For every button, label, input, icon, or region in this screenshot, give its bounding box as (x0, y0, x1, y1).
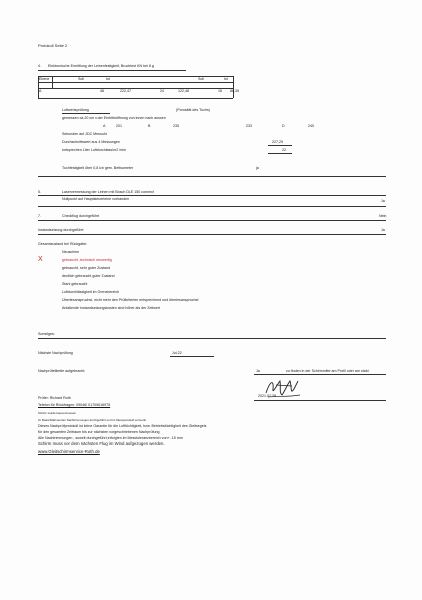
condition-option: Anfallende Instandsetzungskosten sind höher als der Zeitwert (62, 306, 161, 310)
air-label: A (103, 124, 106, 128)
section-5-underline (38, 195, 386, 196)
repair-label: Instandsetzung durchgeführt (38, 228, 84, 232)
table-header-soll-2: Soll (198, 77, 204, 81)
footnote-laser: Schirm wurde lasevermessen (38, 411, 76, 415)
condition-option: Neuschirm (62, 250, 80, 254)
condition-option: deutlich gebraucht guter Zustand (62, 274, 115, 278)
air-seconds-label: Sekunden auf JDC Messuhr (62, 132, 107, 136)
inspector-phone: Telefon für Rückfragen: 09046/ 01709616975 (38, 403, 111, 407)
section-divider (38, 234, 386, 235)
footnote-trim: Im Bedarfsfall wurden Nachtrimmungen durchgeführt und im Messprotokoll vermerkt (38, 418, 146, 422)
section-5-title: Laservermessung der Leinen mit Bosch DLE 150 connect (62, 190, 154, 194)
condition-option: gebraucht, sehr guter Zustand (62, 266, 111, 270)
label-applied-label: Nachprüfetikette aufgebracht: (38, 369, 86, 373)
table-cell: A (39, 89, 42, 93)
air-value: 233 (246, 124, 252, 128)
label-applied-underline (254, 374, 386, 375)
website-link[interactable]: www.Gleitschirmservice-Roth.de (38, 449, 100, 454)
section-divider (38, 176, 386, 177)
table-cell: 16 (218, 89, 222, 93)
label-applied-note: zu finden in der Schirmmitte am Profil oder am stabi (286, 369, 369, 373)
table-header-border (38, 82, 233, 83)
wind-notice: Schirm muss vor dem nächsten Flug im Wind aufgezogen werden. (38, 441, 165, 446)
air-liters-underline (268, 153, 292, 154)
next-inspection-underline (170, 356, 214, 357)
air-average-label: Durchschnittswert aus 4 Messungen (62, 140, 120, 144)
air-average-underline (268, 145, 292, 146)
bettsometer-value: ja (256, 166, 259, 170)
disclaimer-line: Dieses Nachprüfprotokoll ist keine Garantie für die Lufttüchtigkeit, bzw. Betriebstüchtigkeit des Gleitsegels (38, 424, 207, 428)
section-divider (38, 206, 386, 207)
table-header-ist: Ist (106, 77, 110, 81)
section-divider (38, 220, 386, 221)
air-liters-label: entsprechen Liter Luftdurchlass/m2 /min (62, 148, 126, 152)
section-5-number: 5. (38, 190, 41, 194)
other-label: Sonstiges: (38, 332, 55, 336)
table-cell: 48 (100, 89, 104, 93)
air-value: 235 (173, 124, 179, 128)
section-7-value: Nein (379, 214, 387, 218)
section-7-number: 7. (38, 214, 41, 218)
condition-option: Stark gebraucht (62, 282, 88, 286)
section-divider (38, 338, 386, 339)
table-mid-border (38, 88, 233, 89)
table-cell: 88,35 (230, 89, 239, 93)
signature-line (254, 400, 386, 401)
next-inspection-value: Jul-22 (172, 351, 182, 355)
air-value: 240 (308, 124, 314, 128)
air-test-description: gemessen ca 20 cm v.der Eintrittsöffnung von innen nach aussen (62, 116, 166, 120)
air-average-value: 227,25 (272, 140, 283, 144)
repair-value: Ja (381, 228, 385, 232)
table-header-ist-2: Ist (224, 77, 228, 81)
table-cell: 122,48 (178, 89, 189, 93)
condition-option: Übertesanspruchst, nicht mehr den Prüfkriterien entsprechend und überlesanspruchst (62, 298, 199, 302)
section-5-sub: Nullpunkt auf Hauptsteuerleine vorhanden (62, 197, 130, 201)
section-5-value: Ja (381, 199, 385, 203)
air-test-title: Luftwertsprüfung (62, 108, 89, 112)
section-7-title: Checkflug durchgeführt (62, 214, 100, 218)
disclaimer-line: für den gesamten Zeitraum bis zur nächsten vorgeschriebenen Nachprüfung (38, 430, 160, 434)
table-header-soll: Soll (78, 77, 84, 81)
air-label: D (282, 124, 285, 128)
air-label: B (148, 124, 151, 128)
condition-option-selected: gebraucht ,technisch neuwertig (62, 258, 112, 262)
table-right-border (233, 76, 234, 98)
condition-title: Gesamtzustand bei Rückgabe: (38, 242, 88, 246)
air-liters-value: 22 (282, 148, 286, 152)
disclaimer-line: Alle Nachtrimmungen , soweit durchgeführt,erfolgten im Messtoleranzbereich von+- 15 mm (38, 436, 183, 440)
section-4-title: Elektronische Ermittlung der Leinenfestigkeit, Bruchtest KN bei 8 g (48, 64, 154, 68)
inspector-name: Prüfer: Richard Roth (38, 396, 71, 400)
bettsometer-label: Tuchfestigkeit über 0,8 ich gem. Bettsometer (62, 166, 134, 170)
condition-check-mark: X (38, 256, 43, 263)
section-4-number: 4. (38, 64, 41, 68)
label-applied-value: Ja (256, 369, 260, 373)
next-inspection-label: Nächste Nachprüfung (38, 351, 73, 355)
air-test-method: (Porosität des Tuchs) (176, 108, 210, 112)
inspection-date: 2021.07.28 (258, 394, 276, 398)
page-label: Protokoll Seite 2 (38, 43, 68, 48)
table-cell: 24 (160, 89, 164, 93)
table-bottom-border (38, 98, 233, 99)
table-header-ebene: Ebene (39, 77, 50, 81)
section-4-underline (38, 70, 186, 71)
air-value: 201 (116, 124, 122, 128)
air-test-underline (62, 113, 110, 114)
table-cell: 222,47 (120, 89, 131, 93)
condition-option: Luftdurchlässigkeit im Grenzbereich (62, 290, 120, 294)
table-divider (52, 76, 53, 88)
